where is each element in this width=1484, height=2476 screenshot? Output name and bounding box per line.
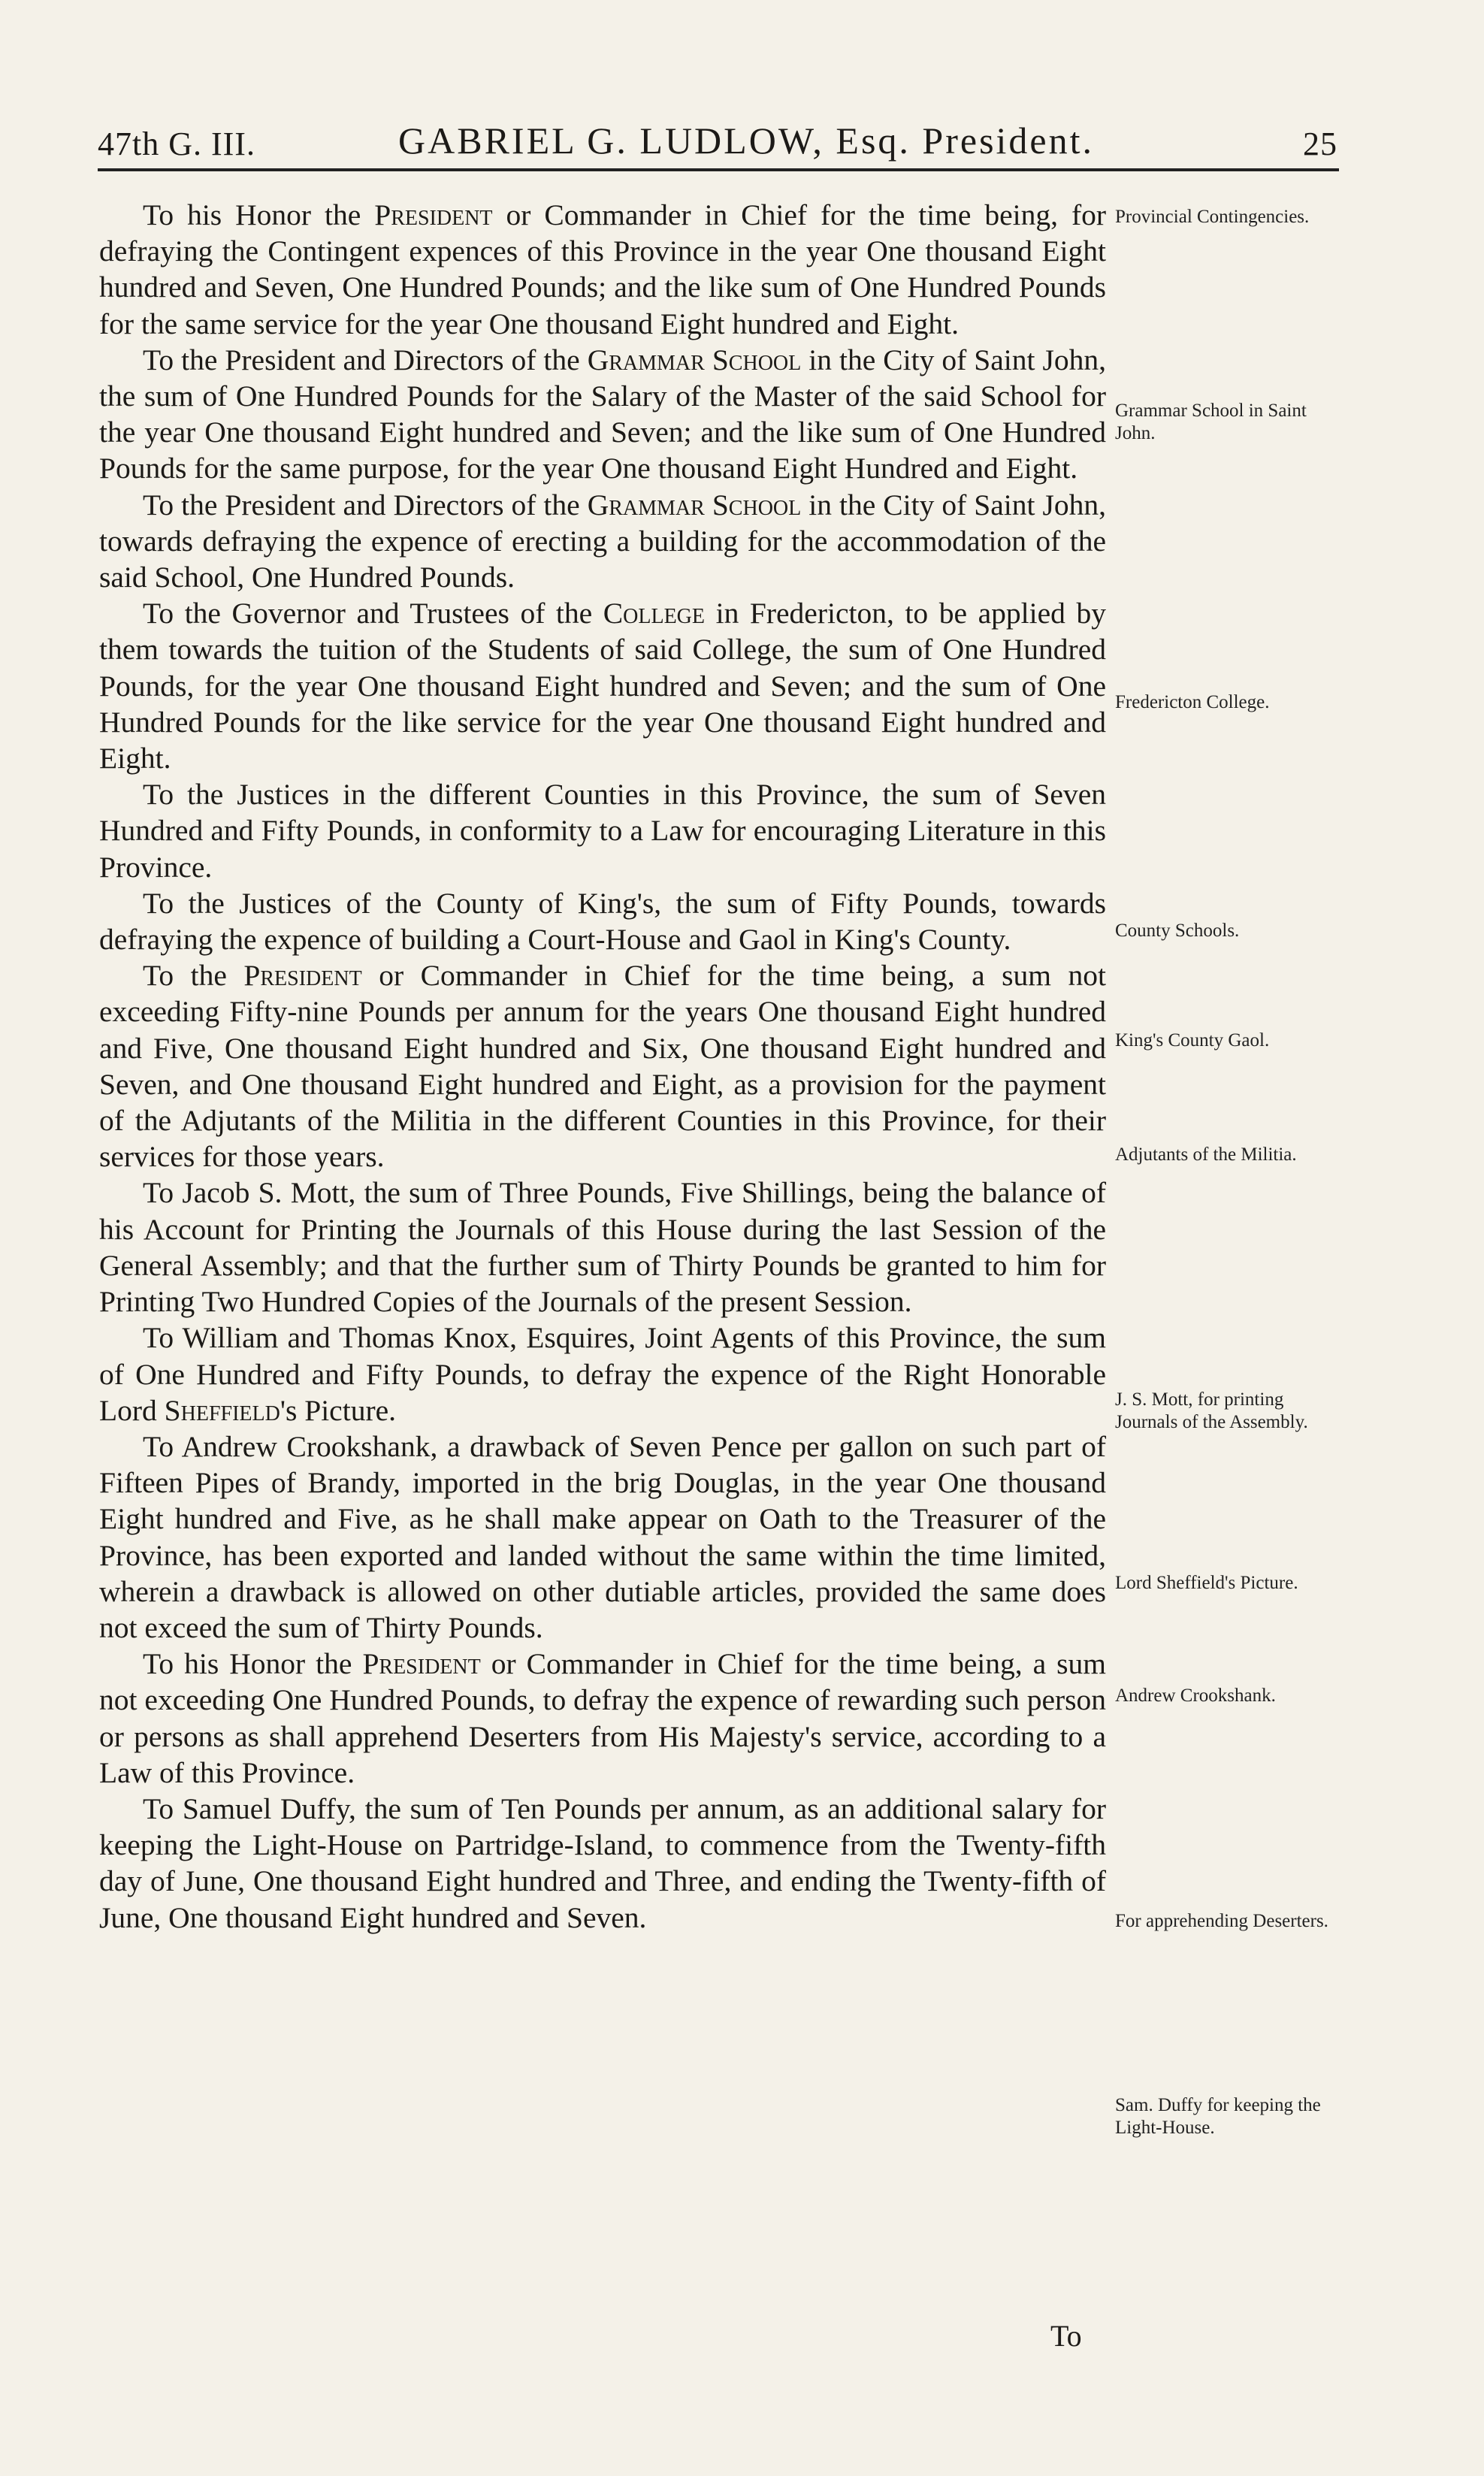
- appropriation-entry: To William and Thomas Knox, Esquires, Joint Agents of this Province, the sum of One Hundred and Fifty Pounds, to defray the expence of the Right Honorable Lord Sheffield's Picture.: [99, 1321, 1106, 1427]
- margin-note: Fredericton College.: [1115, 692, 1270, 712]
- appropriation-entry: To Jacob S. Mott, the sum of Three Pounds, Five Shillings, being the balance of his Account for Printing the Journals of this House during the last Session of the General Assembly; and that the further sum of Thirty Pounds be granted to him for Printing Two Hundred Copies of the Journals of the present Session.: [99, 1176, 1106, 1319]
- margin-note: J. S. Mott, for printing Journals of the Assembly.: [1115, 1389, 1308, 1432]
- appropriation-entry: To his Honor the President or Commander in Chief for the time being, a sum not exceeding One Hundred Pounds, to defray the expence of rewarding such person or persons as shall apprehend Deserters from His Majesty's service, according to a Law of this Province.: [99, 1647, 1106, 1789]
- appropriation-entry: To the Justices in the different Counties in this Province, the sum of Seven Hundred and Fifty Pounds, in conformity to a Law for encouraging Literature in this Province.: [99, 778, 1106, 884]
- margin-note: For apprehending Deserters.: [1115, 1911, 1328, 1931]
- header-rule: [98, 168, 1339, 171]
- catchword: To: [1050, 2319, 1082, 2353]
- appropriation-entry: To the President and Directors of the Grammar School in the City of Saint John, the sum of One Hundred Pounds for the Salary of the Master of the said School for the year One thousand Eight hundred and Seven; and the like sum of One Hundred Pounds for the same purpose, for the year One thousand Eight Hundred and Eight.: [99, 343, 1107, 485]
- appropriation-entry: To his Honor the President or Commander in Chief for the time being, for defraying the Contingent expences of this Province in the year One thousand Eight hundred and Seven, One Hundred Pounds; and the like sum of One Hundred Pounds for the same service for the year One thousand Eight hundred and Eight.: [99, 198, 1106, 340]
- margin-note: Andrew Crookshank.: [1115, 1685, 1276, 1706]
- appropriation-entry: To the Justices of the County of King's, the sum of Fifty Pounds, towards defraying the expence of building a Court-House and Gaol in King's County.: [99, 886, 1106, 957]
- appropriation-entry: To Andrew Crookshank, a drawback of Seven Pence per gallon on such part of Fifteen Pipes of Brandy, imported in the brig Douglas, in the year One thousand Eight hundred and Five, as he shall make appear on Oath to the Treasurer of the Province, has been exported and landed without the same within the time limited, wherein a drawback is allowed on other dutiable articles, provided the same does not exceed the sum of Thirty Pounds.: [99, 1429, 1106, 1644]
- appropriation-entry: To Samuel Duffy, the sum of Ten Pounds per annum, as an additional salary for keeping the Light-House on Partridge-Island, to commence from the Twenty-fifth day of June, One thousand Eight hundred and Three, and ending the Twenty-fifth of June, One thousand Eight hundred and Seven.: [99, 1791, 1106, 1934]
- body-text: [99, 197, 1106, 1936]
- margin-note: Provincial Contingencies.: [1115, 207, 1310, 227]
- margin-note: Adjutants of the Militia.: [1115, 1144, 1297, 1165]
- appropriation-entry: To the President or Commander in Chief for the time being, a sum not exceeding Fifty-nine Pounds per annum for the years One thousand Eight hundred and Five, One thousand Eight hundred and Six, One thousand Eight hundred and Seven, and One thousand Eight hundred and Eight, as a provision for the payment of the Adjutants of the Militia in the different Counties in this Province, for their services for those years.: [99, 959, 1106, 1174]
- appropriation-entry: To the President and Directors of the Grammar School in the City of Saint John, towards defraying the expence of erecting a building for the accommodation of the said School, One Hundred Pounds.: [99, 488, 1107, 594]
- margin-note: King's County Gaol.: [1115, 1030, 1270, 1051]
- margin-note: Sam. Duffy for keeping the Light-House.: [1115, 2095, 1321, 2138]
- running-head: [98, 119, 1337, 171]
- appropriation-entry: To the Governor and Trustees of the College in Fredericton, to be applied by them towards the tuition of the Students of said College, the sum of One Hundred Pounds, for the year One thousand Eight hundred and Seven; and the sum of One Hundred Pounds for the like service for the year One thousand Eight hundred and Eight.: [99, 597, 1106, 775]
- margin-note: Lord Sheffield's Picture.: [1115, 1573, 1298, 1593]
- page-title: GABRIEL G. LUDLOW, Esq. President.: [398, 119, 1094, 162]
- margin-note: Grammar School in Saint John.: [1115, 401, 1307, 443]
- page-number: 25: [1303, 125, 1337, 162]
- regnal-year: 47th G. III.: [98, 125, 255, 162]
- margin-note: County Schools.: [1115, 921, 1240, 941]
